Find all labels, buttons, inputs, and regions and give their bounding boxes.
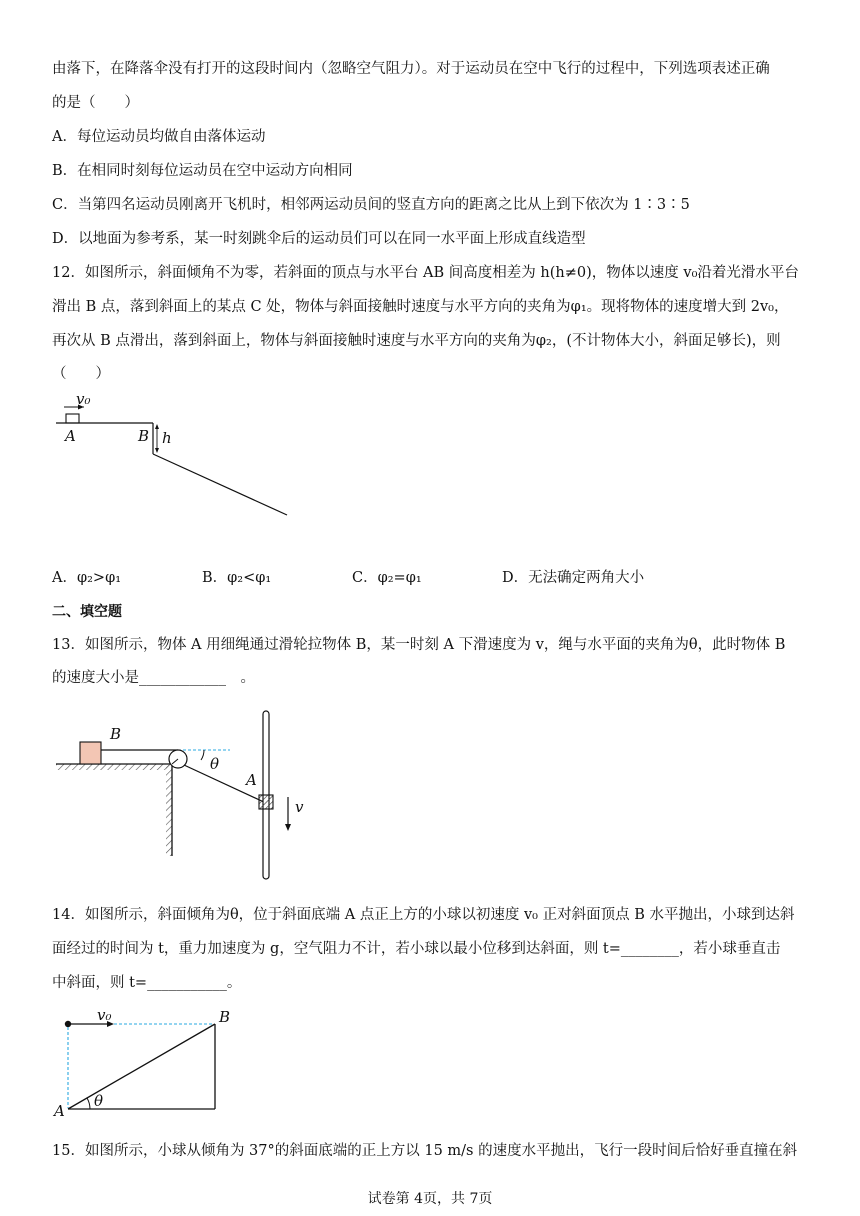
label-b: B bbox=[138, 427, 150, 445]
block-b bbox=[80, 742, 101, 764]
label-b: B bbox=[110, 725, 122, 743]
label-theta: θ bbox=[94, 1092, 104, 1110]
angle-arc bbox=[201, 750, 204, 760]
height-arrowhead-bottom bbox=[155, 448, 159, 453]
q12-option-d: D．无法确定两角大小 bbox=[502, 570, 645, 586]
q12-stem-line3: 再次从 B 点滑出，落到斜面上，物体与斜面接触时速度与水平方向的夹角为φ₂，(不计物体大小，斜面足够长)，则 bbox=[52, 333, 781, 349]
q12-stem-line2: 滑出 B 点，落到斜面上的某点 C 处，物体与斜面接触时速度与水平方向的夹角为φ₁。现将物体的速度增大到 2v₀， bbox=[52, 299, 789, 315]
section-title: 二、填空题 bbox=[52, 604, 122, 620]
q12-stem-line4: （ ） bbox=[52, 366, 110, 382]
q15-stem-line1: 15．如图所示，小球从倾角为 37°的斜面底端的正上方以 15 m/s 的速度水平抛出，飞行一段时间后恰好垂直撞在斜 bbox=[52, 1143, 798, 1159]
label-v0: v₀ bbox=[97, 1006, 112, 1024]
label-b: B bbox=[219, 1008, 231, 1026]
block bbox=[66, 414, 79, 423]
q14-stem-line3: 中斜面，则 t=___________。 bbox=[52, 975, 242, 991]
ground-hatch bbox=[56, 764, 172, 770]
velocity-arrowhead bbox=[285, 824, 291, 831]
q14-figure bbox=[52, 1008, 252, 1118]
q13-stem-line2: 的速度大小是____________ 。 bbox=[52, 670, 255, 686]
q11-option-b: B．在相同时刻每位运动员在空中运动方向相同 bbox=[52, 163, 353, 179]
q12-option-a: A．φ₂>φ₁ bbox=[52, 570, 122, 586]
q11-stem-line2: 的是（ ） bbox=[52, 95, 139, 111]
q13-figure bbox=[52, 705, 322, 885]
q11-option-c: C．当第四名运动员刚离开飞机时，相邻两运动员间的竖直方向的距离之比从上到下依次为 1∶3∶5 bbox=[52, 197, 690, 213]
slope bbox=[153, 454, 287, 515]
q11-option-d: D．以地面为参考系，某一时刻跳伞后的运动员们可以在同一水平面上形成直线造型 bbox=[52, 231, 586, 247]
label-theta: θ bbox=[210, 755, 220, 773]
wall-hatch bbox=[166, 764, 172, 856]
label-h: h bbox=[162, 429, 172, 447]
ball bbox=[65, 1021, 71, 1027]
incline-hypotenuse bbox=[68, 1024, 215, 1109]
q14-stem-line2: 面经过的时间为 t，重力加速度为 g，空气阻力不计，若小球以最小位移到达斜面，则 t=________，若小球垂直击 bbox=[52, 941, 781, 957]
q12-figure bbox=[52, 392, 302, 522]
angle-arc bbox=[87, 1098, 90, 1109]
q12-option-b: B．φ₂<φ₁ bbox=[202, 570, 272, 586]
label-a: A bbox=[54, 1102, 65, 1120]
block-a bbox=[259, 795, 273, 809]
q12-option-c: C．φ₂=φ₁ bbox=[352, 570, 422, 586]
q12-stem-line1: 12．如图所示，斜面倾角不为零，若斜面的顶点与水平台 AB 间高度相差为 h(h≠0)，物体以速度 v₀沿着光滑水平台 bbox=[52, 265, 799, 281]
q11-option-a: A．每位运动员均做自由落体运动 bbox=[52, 129, 266, 145]
label-v: v bbox=[295, 798, 304, 816]
label-v0: v₀ bbox=[76, 390, 91, 408]
q14-stem-line1: 14．如图所示，斜面倾角为θ，位于斜面底端 A 点正上方的小球以初速度 v₀ 正对斜面顶点 B 水平抛出，小球到达斜 bbox=[52, 907, 795, 923]
label-a: A bbox=[246, 771, 257, 789]
label-a: A bbox=[65, 427, 76, 445]
page-footer: 试卷第 4页，共 7页 bbox=[367, 1191, 493, 1207]
height-arrowhead-top bbox=[155, 424, 159, 429]
q13-stem-line1: 13．如图所示，物体 A 用细绳通过滑轮拉物体 B，某一时刻 A 下滑速度为 v，绳与水平面的夹角为θ，此时物体 B bbox=[52, 637, 786, 653]
q12-options bbox=[52, 566, 812, 588]
q11-stem-line1: 由落下，在降落伞没有打开的这段时间内（忽略空气阻力）。对于运动员在空中飞行的过程中，下列选项表述正确 bbox=[52, 61, 770, 77]
